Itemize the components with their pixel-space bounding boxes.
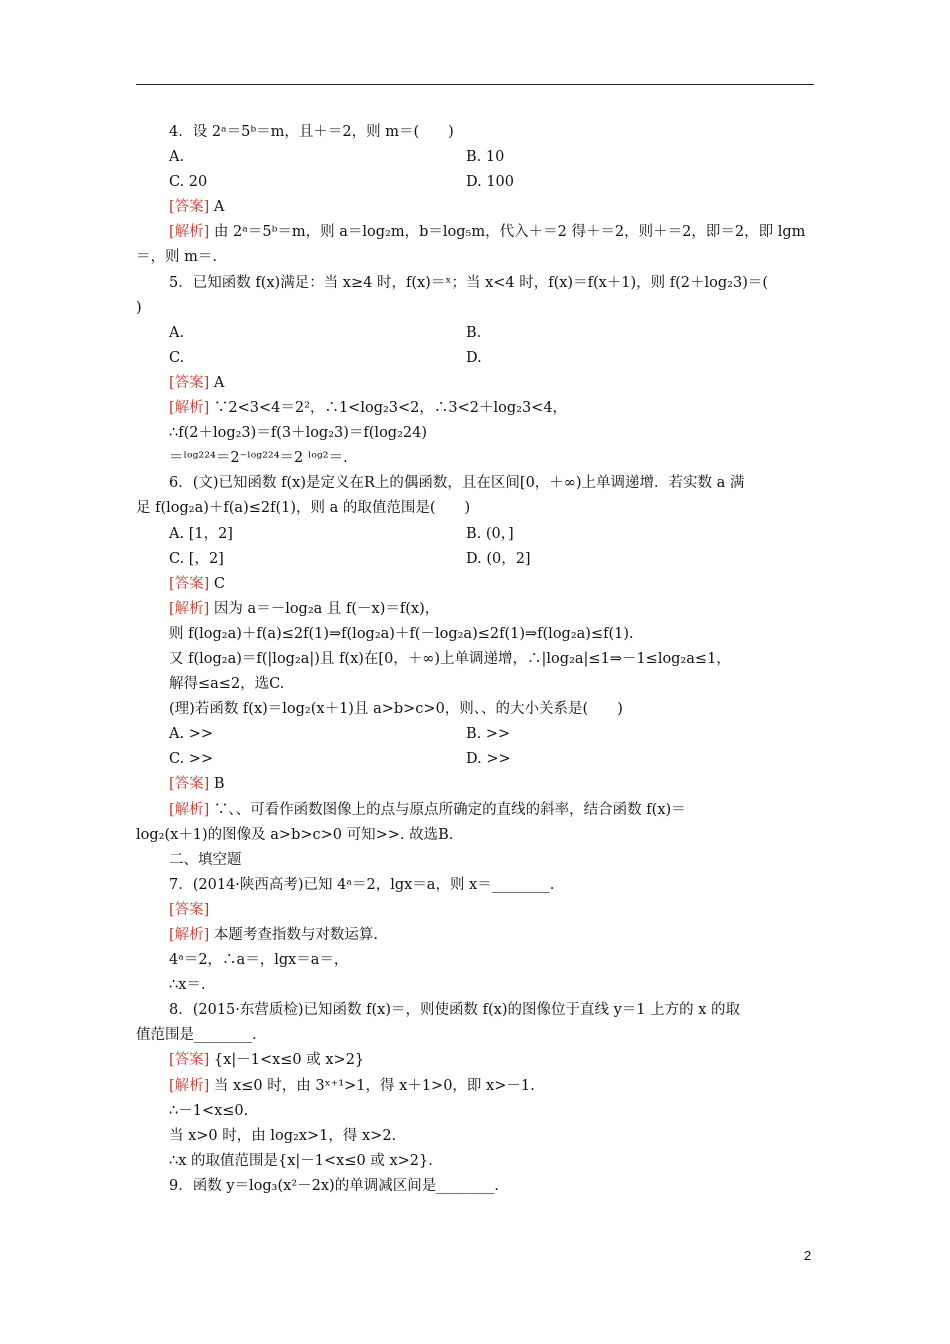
option-left: A.	[169, 324, 185, 341]
text-line: 4ᵃ＝2，∴a＝，lgx＝a＝，	[169, 952, 349, 969]
answer-line	[136, 371, 814, 396]
answer-text: 当 x≤0 时，由 3ˣ⁺¹>1，得 x＋1>0，即 x>－1.	[209, 1077, 535, 1094]
text-line: 又 f(log₂a)＝f(|log₂a|)且 f(x)在[0，＋∞)上单调递增，∴|log₂a|≤1⇒－1≤log₂a≤1，	[169, 650, 731, 667]
answer-tag: [解析]	[169, 1077, 210, 1094]
option-right: D. >>	[466, 751, 511, 768]
page-body	[136, 120, 814, 1199]
text-line: ＝，则 m＝.	[136, 249, 217, 266]
option-right: B.	[466, 324, 482, 341]
option-right: B. (0，]	[466, 525, 514, 542]
answer-tag: [答案]	[169, 901, 210, 918]
answer-tag: [答案]	[169, 374, 210, 391]
answer-tag: [解析]	[169, 600, 210, 617]
answer-tag: [解析]	[169, 927, 210, 943]
option-row	[136, 346, 814, 371]
answer-text: A	[209, 199, 225, 216]
option-row	[136, 522, 814, 547]
answer-tag: [解析]	[169, 400, 210, 417]
text-line: 5．已知函数 f(x)满足：当 x≥4 时，f(x)＝ˣ；当 x<4 时，f(x)＝f(x＋1)，则 f(2＋log₂3)＝(	[169, 274, 769, 291]
text-line: 9．函数 y＝log₃(x²－2x)的单调减区间是________.	[169, 1177, 499, 1194]
text-line: )	[136, 299, 142, 316]
text-line: ∴x 的取值范围是{x|－1<x≤0 或 x>2}.	[169, 1152, 433, 1169]
text-line: 则 f(log₂a)＋f(a)≤2f(1)⇒f(log₂a)＋f(－log₂a)≤2f(1)⇒f(log₂a)≤f(1).	[169, 625, 634, 642]
answer-text: {x|－1<x≤0 或 x>2}	[209, 1052, 365, 1069]
answer-text: B	[209, 776, 225, 793]
answer-tag: [答案]	[169, 575, 210, 592]
text-line: ＝ˡᵒᵍ²²⁴＝2⁻ˡᵒᵍ²²⁴＝2 ˡᵒᵍ²＝.	[169, 450, 348, 467]
answer-line	[136, 923, 814, 948]
option-row	[136, 321, 814, 346]
text-line: 当 x>0 时，由 log₂x>1，得 x>2.	[169, 1127, 397, 1144]
answer-line	[136, 396, 814, 421]
text-line: 二、填空题	[169, 851, 242, 868]
answer-line	[136, 597, 814, 622]
option-left: A. [1，2]	[169, 525, 233, 542]
option-row	[136, 170, 814, 195]
option-left: C. >>	[169, 751, 214, 768]
answer-line	[136, 220, 814, 245]
answer-text: 本题考查指数与对数运算.	[209, 927, 379, 943]
option-left: A.	[169, 149, 185, 166]
text-line: 7．(2014·陕西高考)已知 4ᵃ＝2，lgx＝a，则 x＝________.	[169, 876, 555, 893]
option-right: D.	[466, 349, 482, 366]
answer-text: ∵2<3<4＝2²，∴1<log₂3<2，∴3<2＋log₂3<4，	[209, 400, 568, 417]
text-line: 值范围是________.	[136, 1027, 257, 1044]
option-row	[136, 747, 814, 772]
answer-tag: [答案]	[169, 776, 210, 793]
answer-text: 由 2ᵃ＝5ᵇ＝m，则 a＝log₂m，b＝log₅m，代入＋＝2 得＋＝2，则＋＝2，即＝2，即 lgm	[209, 224, 806, 241]
text-line: 8．(2015·东营质检)已知函数 f(x)＝，则使函数 f(x)的图像位于直线 y＝1 上方的 x 的取	[169, 1002, 741, 1019]
answer-tag: [解析]	[169, 224, 210, 241]
answer-line	[136, 1048, 814, 1073]
answer-tag: [答案]	[169, 199, 210, 216]
answer-line	[136, 195, 814, 220]
answer-tag: [答案]	[169, 1052, 210, 1069]
answer-text: 因为 a＝－log₂a 且 f(－x)＝f(x)，	[209, 600, 440, 617]
option-left: C. 20	[169, 174, 208, 191]
option-row	[136, 722, 814, 747]
answer-text: A	[209, 374, 225, 391]
answer-line	[136, 572, 814, 597]
text-line: 6．(文)已知函数 f(x)是定义在R上的偶函数，且在区间[0，＋∞)上单调递增．若实数 a 满	[169, 475, 745, 492]
text-line: ∴－1<x≤0.	[169, 1102, 249, 1119]
answer-line	[136, 772, 814, 797]
option-row	[136, 547, 814, 572]
option-right: D. (0，2]	[466, 550, 531, 567]
text-line: 足 f(log₂a)＋f(a)≤2f(1)，则 a 的取值范围是( )	[136, 500, 471, 517]
text-line: (理)若函数 f(x)＝log₂(x＋1)且 a>b>c>0，则、、的大小关系是( )	[169, 701, 623, 718]
text-line: 解得≤a≤2，选C.	[169, 676, 285, 693]
answer-line	[136, 898, 814, 923]
answer-line	[136, 798, 814, 823]
text-line: log₂(x＋1)的图像及 a>b>c>0 可知>>. 故选B.	[136, 826, 454, 843]
option-left: C.	[169, 349, 185, 366]
option-right: D. 100	[466, 174, 515, 191]
text-line: 4．设 2ᵃ＝5ᵇ＝m，且＋＝2，则 m＝( )	[169, 124, 454, 140]
option-left: C. [，2]	[169, 550, 224, 567]
option-right: B. >>	[466, 726, 511, 743]
option-left: A. >>	[169, 726, 213, 743]
text-line: ∴f(2＋log₂3)＝f(3＋log₂3)＝f(log₂24)	[169, 425, 428, 442]
header-rule	[136, 84, 814, 85]
answer-text: C	[209, 575, 226, 592]
option-row	[136, 145, 814, 170]
answer-text: ∵、、可看作函数图像上的点与原点所确定的直线的斜率，结合函数 f(x)＝	[209, 801, 686, 818]
option-right: B. 10	[466, 149, 505, 166]
page-number: 2	[804, 1248, 812, 1263]
text-line: ∴x＝.	[169, 977, 206, 994]
answer-line	[136, 1074, 814, 1099]
answer-tag: [解析]	[169, 801, 210, 818]
